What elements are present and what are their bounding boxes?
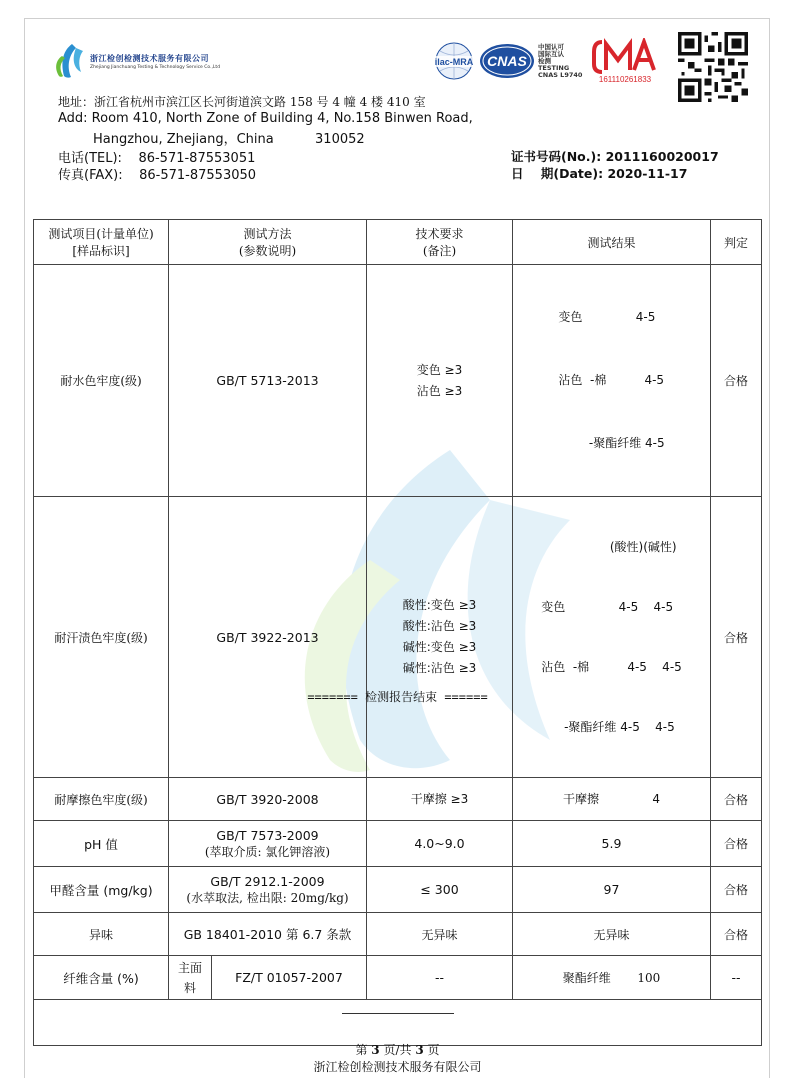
result-line: 沾色 -棉 4-5	[558, 373, 665, 387]
cell-method: GB 18401-2010 第 6.7 条款	[169, 913, 367, 956]
cell-requirement	[367, 265, 513, 497]
cell-verdict: 合格	[711, 778, 762, 821]
cnas-text-line: TESTING	[538, 63, 570, 72]
header-method	[169, 220, 367, 265]
cell-verdict: 合格	[711, 867, 762, 913]
header-item-label: 测试项目(计量单位)	[48, 227, 154, 241]
cell-method: GB/T 3922-2013	[169, 497, 367, 778]
cnas-text-block	[538, 44, 582, 79]
cell-verdict: 合格	[711, 497, 762, 778]
header-method-label: 测试方法	[243, 227, 292, 241]
table-row	[34, 867, 762, 913]
req-line: 沾色 ≥3	[416, 383, 463, 398]
cell-method: FZ/T 01057-2007	[212, 956, 367, 1000]
company-logo-icon	[52, 42, 84, 80]
cell-method-label: 主面料	[169, 956, 212, 1000]
cell-item: 纤维含量 (%)	[34, 956, 169, 1000]
table-row	[34, 778, 762, 821]
table-header-row	[34, 220, 762, 265]
cell-item: 异味	[34, 913, 169, 956]
address-cn: 地址：浙江省杭州市滨江区长河街道滨文路 158 号 4 幢 4 楼 410 室	[58, 95, 426, 109]
ilac-mra-icon	[428, 41, 480, 81]
table-row	[34, 821, 762, 867]
page-current: 3	[371, 1043, 380, 1057]
page-prefix: 第	[355, 1043, 368, 1057]
method-note: (萃取介质: 氯化钾溶液)	[204, 844, 331, 859]
page-number	[0, 1041, 795, 1058]
cma-number: 161110261833	[599, 75, 652, 84]
header-item	[34, 220, 169, 265]
cell-requirement: 无异味	[367, 913, 513, 956]
page-total: 3	[415, 1043, 424, 1057]
table-row	[34, 956, 762, 1000]
cell-requirement: ≤ 300	[367, 867, 513, 913]
req-line: 碱性:沾色 ≥3	[402, 661, 477, 675]
footer-company-name: 浙江检创检测技术服务有限公司	[313, 1060, 482, 1074]
cell-requirement: 4.0~9.0	[367, 821, 513, 867]
certificate-number: 证书号码(No.): 2011160020017	[511, 149, 719, 164]
req-line: 酸性:沾色 ≥3	[402, 619, 477, 633]
cell-item: 耐水色牢度(级)	[34, 265, 169, 497]
req-line: 酸性:变色 ≥3	[402, 598, 477, 612]
cell-result: 无异味	[513, 913, 711, 956]
svg-text:ilac-MRA: ilac-MRA	[434, 57, 474, 67]
page-suffix: 页	[427, 1043, 440, 1057]
report-end-marker: ======= 检测报告结束 ======	[307, 690, 488, 704]
cnas-text-line: 检测	[538, 56, 551, 65]
cell-method	[169, 867, 367, 913]
result-line: (酸性)(碱性)	[541, 540, 677, 554]
qr-code-icon	[678, 32, 748, 102]
table-row	[34, 265, 762, 497]
report-date: 日 期(Date): 2020-11-17	[511, 166, 688, 181]
cell-item: 甲醛含量 (mg/kg)	[34, 867, 169, 913]
cell-item: 耐摩擦色牢度(级)	[34, 778, 169, 821]
results-table	[33, 219, 762, 1046]
result-line: 变色 4-5	[558, 310, 656, 324]
company-name-en: Zhejiang Jianchuang Testing & Technology Service Co.,Ltd	[90, 64, 221, 70]
header-requirement	[367, 220, 513, 265]
cell-method: GB/T 3920-2008	[169, 778, 367, 821]
cell-item: pH 值	[34, 821, 169, 867]
cell-result: 97	[513, 867, 711, 913]
cell-verdict: 合格	[711, 913, 762, 956]
header-req-label: 技术要求	[415, 227, 464, 241]
result-line: 沾色 -棉 4-5 4-5	[541, 660, 682, 674]
req-line: 变色 ≥3	[416, 362, 463, 377]
cma-mark	[590, 38, 660, 84]
address-en-line1: Add: Room 410, North Zone of Building 4, No.158 Binwen Road,	[58, 111, 473, 126]
svg-text:CNAS: CNAS	[487, 53, 527, 69]
cnas-text-line: 国际互认	[538, 49, 564, 58]
method-standard: GB/T 7573-2009	[216, 827, 319, 843]
cell-result: 干摩擦 4	[513, 778, 711, 821]
table-row	[34, 913, 762, 956]
result-line: -聚酯纤维 4-5 4-5	[541, 720, 675, 734]
cell-result	[513, 497, 711, 778]
cnas-text-line: CNAS L9740	[538, 70, 583, 79]
certification-logos	[428, 38, 660, 84]
cell-result: 5.9	[513, 821, 711, 867]
cell-verdict: --	[711, 956, 762, 1000]
method-note: (水萃取法, 检出限: 20mg/kg)	[186, 890, 349, 905]
cnas-text-line: 中国认可	[538, 42, 564, 51]
table-blank-row	[34, 1000, 762, 1046]
cell-method	[169, 821, 367, 867]
cell-requirement: --	[367, 956, 513, 1000]
blank-cell	[34, 1000, 762, 1046]
result-line: -聚酯纤维 4-5	[558, 436, 665, 450]
header-method-sub: (参数说明)	[238, 244, 297, 258]
header-req-sub: (备注)	[422, 244, 457, 258]
result-line: 变色 4-5 4-5	[541, 600, 674, 614]
cell-method: GB/T 5713-2013	[169, 265, 367, 497]
header-verdict: 判定	[711, 220, 762, 265]
cell-result: 聚酯纤维 100	[513, 956, 711, 1000]
cell-requirement: 干摩擦 ≥3	[367, 778, 513, 821]
method-standard: GB/T 2912.1-2009	[210, 873, 325, 889]
address-en-line2: Hangzhou, Zhejiang，China 310052	[93, 132, 365, 147]
req-line: 碱性:变色 ≥3	[402, 640, 477, 654]
cell-result	[513, 265, 711, 497]
cell-item: 耐汗渍色牢度(级)	[34, 497, 169, 778]
telephone: 电话(TEL): 86-571-87553051	[58, 151, 256, 166]
cell-verdict: 合格	[711, 821, 762, 867]
divider-line	[342, 1013, 454, 1014]
cell-verdict: 合格	[711, 265, 762, 497]
cell-requirement	[367, 497, 513, 778]
company-logo	[52, 42, 220, 80]
header-result: 测试结果	[513, 220, 711, 265]
page-mid: 页/共	[383, 1043, 412, 1057]
fax: 传真(FAX): 86-571-87553050	[58, 168, 257, 183]
cnas-icon	[478, 41, 536, 81]
table-row	[34, 497, 762, 778]
header-item-sub: [样品标识]	[72, 244, 130, 258]
company-name-cn: 浙江检创检测技术服务有限公司	[90, 53, 209, 63]
